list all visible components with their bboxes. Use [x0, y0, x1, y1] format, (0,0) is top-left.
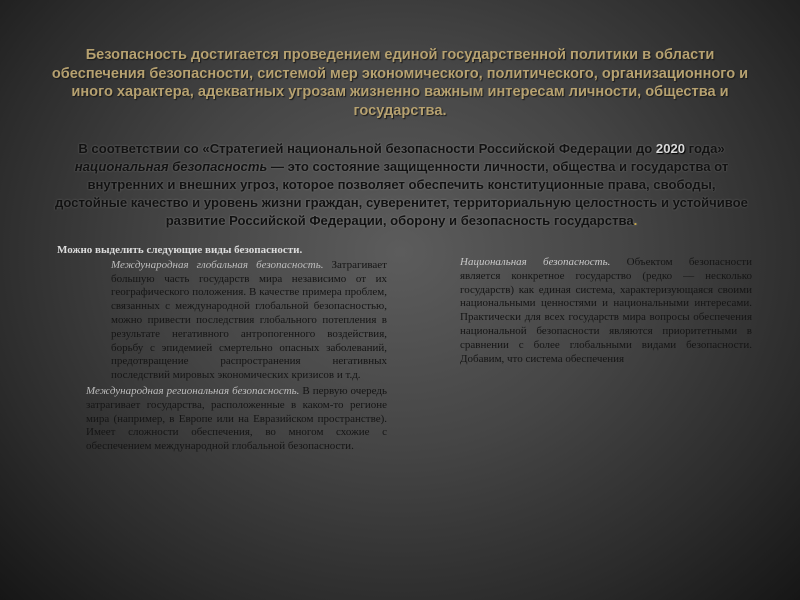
international-regional-text: В первую очередь затрагивает государства, расположенные в каком-то регионе мира (например, в Европе или на Евразийском пространстве). Имеет сложности обеспечения, во многом схожие с обеспечением международной глобальной безопасности.: [86, 384, 388, 453]
national-security-lead: Национальная безопасность.: [460, 256, 611, 268]
national-security-text: Объектом безопасности является конкретное государство (редко — несколько государств) как единая система, характеризующаяся своими национальными ценностями и национальными интересами. Практически для всех государств мира вопросы обеспечения национальной безопасности являются приоритетными в сравнении с более глобальными видами безопасности. Добавим, что система обеспечения: [460, 256, 752, 365]
definition-intro: В соответствии со «Стратегией национальной безопасности Российской Федерации до: [78, 141, 656, 156]
international-global-text: Затрагивает большую часть государств мира независимо от их географического положения. В качестве примера проблем, связанных с международной глобальной безопасностью, можно привести последствия глобального потепления в результате негативного антропогенного воздействия, борьбу с эпидемией смертельно опасных заболеваний, предотвращение распространения негативных последствий мировых экономических кризисов и т.д.: [111, 258, 387, 382]
international-regional-paragraph: [57, 385, 387, 454]
national-security-definition: [50, 140, 753, 230]
types-heading: Можно выделить следующие виды безопасности.: [57, 244, 303, 256]
left-column: [57, 244, 387, 454]
definition-term: национальная безопасность: [74, 159, 268, 174]
definition-rest: — это состояние защищенности личности, общества и государства от внутренних и внешних угроз, которое позволяет обеспечить конституционные права, свободы, достойные качество и уровень жизни граждан, суверенитет, территориальную целостность и устойчивое развитие Российской Федерации, оборону и безопасность государства: [55, 159, 748, 228]
national-security-paragraph: [432, 256, 752, 366]
international-global-body: [59, 259, 387, 383]
right-column: [432, 256, 752, 366]
headline: [50, 46, 750, 120]
definition-year: 2020: [655, 141, 686, 156]
international-regional-lead: Международная региональная безопасность.: [86, 384, 300, 397]
definition-middle: года»: [685, 141, 725, 156]
headline-end: .: [442, 102, 447, 119]
national-security-body: [432, 256, 752, 366]
international-regional-body: [62, 385, 387, 454]
headline-text: Безопасность достигается проведением единой государственной политики в области обеспечения безопасности, системой мер экономического, политического, организационного и иного характера, адекватных угрозам жизненно важным интересам личности, общества и государства: [51, 47, 749, 119]
definition-end: .: [633, 213, 638, 228]
international-global-lead: Международная глобальная безопасность.: [111, 258, 324, 271]
international-global-paragraph: [57, 259, 387, 383]
